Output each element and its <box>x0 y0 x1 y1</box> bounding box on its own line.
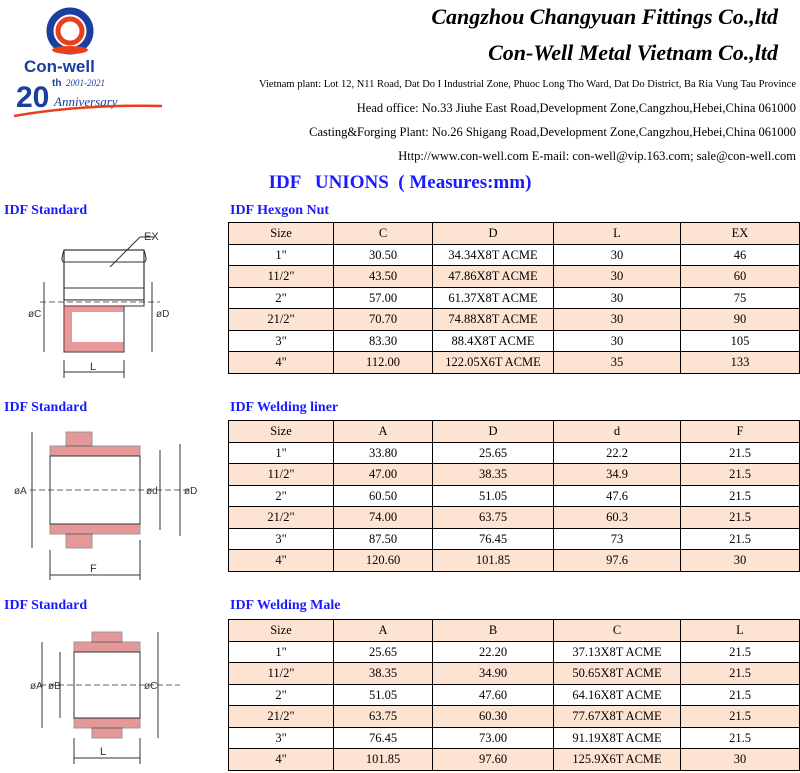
hexnut-table <box>228 222 800 374</box>
table-cell: 33.80 <box>334 442 433 464</box>
logo-anniv-word: Anniversary <box>54 94 118 109</box>
table-row <box>229 352 800 374</box>
table-row <box>229 309 800 331</box>
col-header: A <box>334 421 433 443</box>
liner-table <box>228 420 800 572</box>
liner-label-f: F <box>90 563 97 575</box>
table-cell: 1" <box>229 442 334 464</box>
logo-anniv-number: 20 <box>16 81 50 114</box>
table-cell: 122.05X6T ACME <box>433 352 554 374</box>
table-cell: 21.5 <box>681 464 800 486</box>
table-cell: 30 <box>554 266 681 288</box>
section-liner-standard-label: IDF Standard <box>4 400 88 415</box>
col-header: D <box>433 223 554 245</box>
table-cell: 50.65X8T ACME <box>554 663 681 685</box>
table-cell: 2" <box>229 684 334 706</box>
table-cell: 22.2 <box>554 442 681 464</box>
table-cell: 87.50 <box>334 528 433 550</box>
table-cell: 76.45 <box>433 528 554 550</box>
col-header: C <box>554 620 681 642</box>
table-cell: 105 <box>681 330 800 352</box>
table-cell: 21.5 <box>681 507 800 529</box>
table-row <box>229 727 800 749</box>
table-cell: 51.05 <box>433 485 554 507</box>
section-liner-title: IDF Welding liner <box>230 400 339 415</box>
table-cell: 21.5 <box>681 727 800 749</box>
table-row <box>229 330 800 352</box>
table-cell: 73 <box>554 528 681 550</box>
male-label-b: øB <box>48 681 61 692</box>
table-row <box>229 749 800 771</box>
table-cell: 64.16X8T ACME <box>554 684 681 706</box>
col-header: d <box>554 421 681 443</box>
table-cell: 1" <box>229 244 334 266</box>
hexnut-label-l: L <box>90 361 97 373</box>
table-row <box>229 266 800 288</box>
table-cell: 47.00 <box>334 464 433 486</box>
table-cell: 21.5 <box>681 641 800 663</box>
table-cell: 30 <box>554 287 681 309</box>
table-cell: 90 <box>681 309 800 331</box>
table-cell: 30 <box>681 749 800 771</box>
liner-drawing <box>10 420 220 590</box>
table-header-row <box>229 223 800 245</box>
table-cell: 30 <box>681 550 800 572</box>
table-row <box>229 287 800 309</box>
section-male-title: IDF Welding Male <box>230 598 341 613</box>
address-head-office: Head office: No.33 Jiuhe East Road,Development Zone,Cangzhou,Hebei,China 061000 <box>356 101 796 115</box>
table-row <box>229 507 800 529</box>
table-cell: 88.4X8T ACME <box>433 330 554 352</box>
table-cell: 63.75 <box>433 507 554 529</box>
table-cell: 60.50 <box>334 485 433 507</box>
table-cell: 125.9X6T ACME <box>554 749 681 771</box>
hexnut-label-ex: EX <box>144 231 159 243</box>
col-header: Size <box>229 620 334 642</box>
table-cell: 46 <box>681 244 800 266</box>
table-cell: 3" <box>229 330 334 352</box>
table-cell: 4" <box>229 749 334 771</box>
col-header: L <box>554 223 681 245</box>
table-cell: 30 <box>554 309 681 331</box>
table-cell: 97.6 <box>554 550 681 572</box>
col-header: Size <box>229 421 334 443</box>
table-cell: 43.50 <box>334 266 433 288</box>
hexnut-label-c: øC <box>28 309 42 320</box>
table-header-row <box>229 421 800 443</box>
logo-graphic <box>4 6 174 124</box>
liner-label-d-small: ød <box>146 486 158 497</box>
col-header: A <box>334 620 433 642</box>
table-cell: 30 <box>554 244 681 266</box>
male-drawing <box>30 620 210 773</box>
table-cell: 21.5 <box>681 528 800 550</box>
table-cell: 77.67X8T ACME <box>554 706 681 728</box>
col-header: D <box>433 421 554 443</box>
table-cell: 4" <box>229 550 334 572</box>
table-cell: 101.85 <box>433 550 554 572</box>
logo-brand-text: Con-well <box>24 57 95 76</box>
table-cell: 63.75 <box>334 706 433 728</box>
table-cell: 61.37X8T ACME <box>433 287 554 309</box>
table-cell: 47.60 <box>433 684 554 706</box>
table-cell: 30 <box>554 330 681 352</box>
col-header: Size <box>229 223 334 245</box>
table-cell: 76.45 <box>334 727 433 749</box>
col-header: F <box>681 421 800 443</box>
male-label-c: øC <box>144 681 158 692</box>
table-cell: 1" <box>229 641 334 663</box>
table-cell: 38.35 <box>334 663 433 685</box>
address-vietnam-plant: Vietnam plant: Lot 12, N11 Road, Dat Do I Industrial Zone, Phuoc Long Tho Ward, Dat Do District, Ba Ria Vung Tau Province <box>259 79 796 90</box>
table-cell: 21.5 <box>681 485 800 507</box>
table-row <box>229 244 800 266</box>
logo-years: 2001-2021 <box>66 78 105 88</box>
section-hexnut-standard-label: IDF Standard <box>4 203 88 218</box>
table-cell: 34.34X8T ACME <box>433 244 554 266</box>
table-cell: 74.88X8T ACME <box>433 309 554 331</box>
table-cell: 51.05 <box>334 684 433 706</box>
table-cell: 47.6 <box>554 485 681 507</box>
section-male-standard-label: IDF Standard <box>4 598 88 613</box>
table-row <box>229 485 800 507</box>
section-hexnut-title: IDF Hexgon Nut <box>230 203 330 218</box>
table-cell: 21.5 <box>681 684 800 706</box>
table-cell: 21/2" <box>229 706 334 728</box>
col-header: EX <box>681 223 800 245</box>
table-cell: 21/2" <box>229 309 334 331</box>
table-cell: 3" <box>229 727 334 749</box>
hexnut-label-d: øD <box>156 309 170 320</box>
table-cell: 70.70 <box>334 309 433 331</box>
logo-anniv-sup: th <box>52 78 62 89</box>
table-cell: 133 <box>681 352 800 374</box>
table-cell: 21.5 <box>681 706 800 728</box>
table-cell: 91.19X8T ACME <box>554 727 681 749</box>
table-cell: 25.65 <box>334 641 433 663</box>
table-cell: 22.20 <box>433 641 554 663</box>
table-cell: 60.3 <box>554 507 681 529</box>
male-table <box>228 619 800 771</box>
table-header-row <box>229 620 800 642</box>
table-cell: 34.90 <box>433 663 554 685</box>
table-cell: 2" <box>229 485 334 507</box>
table-cell: 57.00 <box>334 287 433 309</box>
male-label-a: øA <box>30 681 43 692</box>
table-cell: 97.60 <box>433 749 554 771</box>
table-cell: 11/2" <box>229 464 334 486</box>
table-row <box>229 442 800 464</box>
table-cell: 25.65 <box>433 442 554 464</box>
table-cell: 83.30 <box>334 330 433 352</box>
table-row <box>229 464 800 486</box>
table-cell: 112.00 <box>334 352 433 374</box>
table-cell: 47.86X8T ACME <box>433 266 554 288</box>
male-label-l: L <box>100 746 107 758</box>
table-cell: 21/2" <box>229 507 334 529</box>
table-cell: 34.9 <box>554 464 681 486</box>
table-cell: 38.35 <box>433 464 554 486</box>
table-cell: 3" <box>229 528 334 550</box>
hexnut-drawing <box>20 222 220 392</box>
table-cell: 21.5 <box>681 663 800 685</box>
address-casting-plant: Casting&Forging Plant: No.26 Shigang Road,Development Zone,Cangzhou,Hebei,China 061000 <box>309 125 796 139</box>
document-title: IDF UNIONS ( Measures:mm) <box>268 172 532 193</box>
col-header: B <box>433 620 554 642</box>
table-cell: 73.00 <box>433 727 554 749</box>
table-cell: 11/2" <box>229 266 334 288</box>
col-header: L <box>681 620 800 642</box>
table-cell: 4" <box>229 352 334 374</box>
liner-label-a: øA <box>14 486 27 497</box>
contact-info: Http://www.con-well.com E-mail: con-well@vip.163.com; sale@con-well.com <box>398 149 796 163</box>
table-cell: 60 <box>681 266 800 288</box>
table-row <box>229 684 800 706</box>
table-cell: 35 <box>554 352 681 374</box>
table-cell: 74.00 <box>334 507 433 529</box>
col-header: C <box>334 223 433 245</box>
liner-label-d-large: øD <box>184 486 198 497</box>
table-cell: 11/2" <box>229 663 334 685</box>
table-row <box>229 706 800 728</box>
table-row <box>229 550 800 572</box>
company-name-secondary: Con-Well Metal Vietnam Co.,ltd <box>488 40 778 65</box>
table-cell: 60.30 <box>433 706 554 728</box>
table-cell: 2" <box>229 287 334 309</box>
company-logo <box>4 6 174 124</box>
table-cell: 37.13X8T ACME <box>554 641 681 663</box>
table-row <box>229 663 800 685</box>
table-row <box>229 641 800 663</box>
table-row <box>229 528 800 550</box>
company-name-primary: Cangzhou Changyuan Fittings Co.,ltd <box>431 4 778 29</box>
table-cell: 75 <box>681 287 800 309</box>
table-cell: 101.85 <box>334 749 433 771</box>
table-cell: 120.60 <box>334 550 433 572</box>
table-cell: 30.50 <box>334 244 433 266</box>
table-cell: 21.5 <box>681 442 800 464</box>
